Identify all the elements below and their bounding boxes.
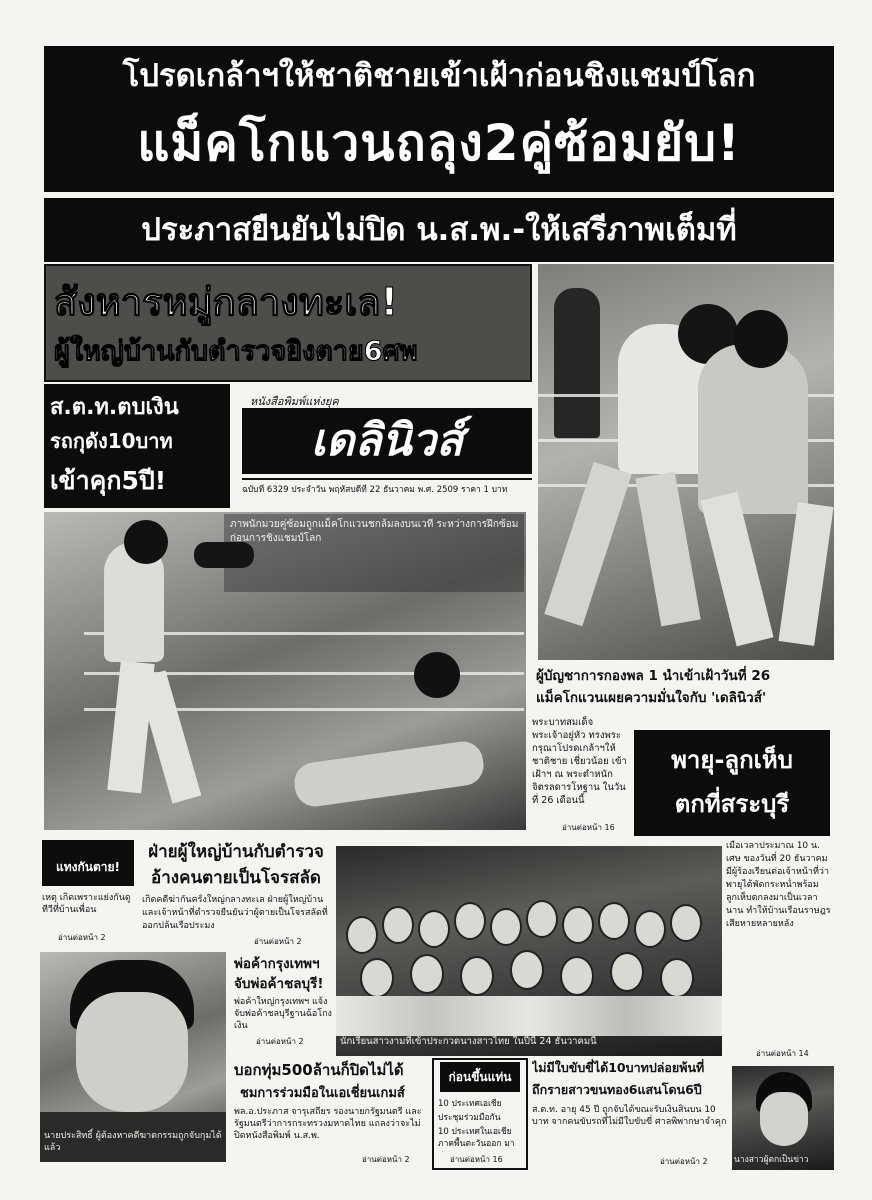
right-column-more[interactable]: อ่านต่อหน้า 14 [756, 1049, 809, 1058]
billion-text: พล.อ.ประภาส จารุเสถียร รองนายกรัฐมนตรี และรัฐมนตรีว่าการกระทรวงมหาดไทย แถลงว่าจะไม่ปิดหนังสือพิมพ์ น.ส.พ. [234, 1107, 422, 1141]
jail-story-box [44, 384, 230, 508]
flash-more[interactable]: อ่านต่อหน้า 16 [450, 1155, 503, 1164]
army-caption-line-1: ผู้บัญชาการกองพล 1 นำเข้าเฝ้าวันที่ 26 [536, 668, 771, 684]
merchant-story [232, 952, 334, 1052]
headline-main: แม็คโกแวนถลุง2คู่ซ้อมยับ! [137, 114, 741, 172]
left-small-story [38, 838, 136, 950]
right-column-text: เมื่อเวลาประมาณ 10 น. เศษ ของวันที่ 20 ธันวาคม มีผู้ร้องเรียนต่อเจ้าหน้าที่ว่า พายุได้พัดกระหน่ำพร้อมลูกเห็บตกลงมาเป็นเวลานาน ทำให้บ้านเรือนราษฎรเสียหายหลายหลัง [726, 841, 831, 929]
storm-line-2: ตกที่สระบุรี [674, 790, 790, 818]
photo-caption-left: ภาพนักมวยคู่ซ้อมถูกแม็คโกแวนชกล้มลงบนเวที ระหว่างการฝึกซ้อมก่อนการชิงแชมป์โลก [230, 519, 519, 544]
royal-blurb-text: พระบาทสมเด็จพระเจ้าอยู่หัว ทรงพระกรุณาโปรดเกล้าฯให้ ชาติชาย เชี่ยวน้อย เข้าเฝ้าฯ ณ พระตำหนักจิตรลดารโหฐาน ในวันที่ 26 เดือนนี้ [532, 717, 627, 806]
left-small-title: แทงกันตาย! [55, 860, 120, 874]
left-small-title-box [42, 840, 134, 886]
portrait-photo [40, 952, 226, 1162]
massacre-subtitle: ผู้ใหญ่บ้านกับตำรวจยิงตาย6ศพ [54, 336, 418, 367]
top-banner [44, 46, 834, 192]
license-title-2: ถึกรายสาวขนทอง6แสนโดน6ปี [532, 1082, 702, 1097]
headline-top: โปรดเกล้าฯให้ชาติชายเข้าเฝ้าก่อนชิงแชมป์โลก [122, 58, 756, 94]
headman-title-1: ฝ่ายผู้ใหญ่บ้านกับตำรวจ [148, 842, 324, 862]
storm-line-1: พายุ-ลูกเห็บ [671, 746, 793, 774]
masthead [236, 392, 532, 510]
headman-more[interactable]: อ่านต่อหน้า 2 [254, 937, 302, 946]
boxing-photo-right [538, 264, 834, 660]
masthead-name: เดลินิวส์ [310, 415, 464, 466]
flash-item-1: 10 ประเทศเอเชีย [438, 1099, 502, 1109]
license-text: ส.ต.ท. อายุ 45 ปี ถูกจับได้ขณะรับเงินสินบน 10 บาท จากคนขับรถที่ไม่มีใบขับขี่ ศาลพิพากษาจำคุก [532, 1105, 727, 1127]
army-caption-line-2: แม็คโกแวนเผยความมั่นใจกับ 'เดลินิวส์' [536, 690, 767, 706]
jail-line-1: ส.ต.ท.ตบเงิน [50, 395, 179, 420]
license-more[interactable]: อ่านต่อหน้า 2 [660, 1157, 708, 1166]
boxing-photo-left [44, 512, 526, 830]
massacre-title: สังหารหมู่กลางทะเล! [54, 280, 398, 324]
headman-title-2: อ้างคนตายเป็นโจรสลัด [151, 868, 321, 888]
billion-more[interactable]: อ่านต่อหน้า 2 [362, 1155, 410, 1164]
right-column-story [726, 840, 834, 1064]
flash-title-bar [440, 1062, 520, 1092]
flash-item-2: ประชุมร่วมมือกัน [438, 1113, 501, 1123]
license-story [532, 1058, 730, 1170]
small-portrait [732, 1066, 834, 1170]
flash-item-3: 10 ประเทศในเอเชีย ภาคพื้นตะวันออก มา [438, 1127, 515, 1149]
merchant-text: พ่อค้าใหญ่กรุงเทพฯ แจ้งจับพ่อค้าชลบุรีฐานฉ้อโกงเงิน [234, 997, 332, 1031]
royal-blurb-more[interactable]: อ่านต่อหน้า 16 [562, 823, 615, 832]
left-small-text: เหตุ เกิดเพราะแย่งกันดูทีวีที่บ้านเพื่อน [42, 893, 131, 915]
storm-box [634, 730, 830, 836]
merchant-more[interactable]: อ่านต่อหน้า 2 [256, 1037, 304, 1046]
jail-line-3: เข้าคุก5ปี! [50, 466, 167, 495]
masthead-issue-line: ฉบับที่ 6329 ประจำวัน พฤหัสบดีที่ 22 ธันวาคม พ.ศ. 2509 ราคา 1 บาท [242, 485, 508, 495]
second-headline-bar [44, 198, 834, 262]
masthead-tagline: หนังสือพิมพ์แห่งยุค [250, 395, 339, 408]
left-small-more[interactable]: อ่านต่อหน้า 2 [58, 933, 106, 942]
merchant-title-1: พ่อค้ากรุงเทพฯ [234, 956, 320, 972]
headman-text: เกิดคดีฆ่ากันครั้งใหญ่กลางทะเล ฝ่ายผู้ใหญ่บ้านและเจ้าหน้าที่ตำรวจยืนยันว่าผู้ตายเป็นโจรสลัดที่ออกปล้นเรือประมง [142, 895, 328, 931]
license-title-1: ไม่มีใบขับขี่ได้10บาทปล่อยพ้นที่ [532, 1060, 705, 1075]
headline-second: ประภาสยืนยันไม่ปิด น.ส.พ.-ให้เสรีภาพเต็มที่ [141, 212, 737, 248]
billion-story [232, 1058, 430, 1170]
portrait-caption: นายประสิทธิ์ ผู้ต้องหาคดีฆาตกรรมถูกจับกุมได้แล้ว [44, 1131, 222, 1153]
group-photo-caption: นักเรียนสาวงามที่เข้าประกวดนางสาวไทย ในปีนี้ 24 ธันวาคมนี้ [340, 1036, 597, 1047]
small-portrait-caption: นางสาวผู้ตกเป็นข่าว [734, 1155, 809, 1165]
jail-line-2: รถกุดัง10บาท [50, 429, 173, 453]
billion-subtitle: ชมการร่วมมือในเอเชี่ยนเกมส์ [240, 1086, 405, 1101]
royal-blurb [532, 716, 632, 836]
massacre-box [44, 264, 532, 382]
masthead-rule [242, 478, 532, 480]
flash-title: ก่อนขึ้นแท่น [448, 1070, 512, 1084]
headman-story [138, 840, 334, 950]
flash-box [432, 1058, 528, 1170]
group-photo [336, 846, 722, 1056]
billion-title: บอกทุ่ม500ล้านก็ปิดไม่ได้ [234, 1061, 404, 1079]
army-caption [532, 662, 834, 710]
masthead-name-bar [242, 408, 532, 474]
merchant-title-2: จับพ่อค้าชลบุรี! [234, 976, 324, 992]
